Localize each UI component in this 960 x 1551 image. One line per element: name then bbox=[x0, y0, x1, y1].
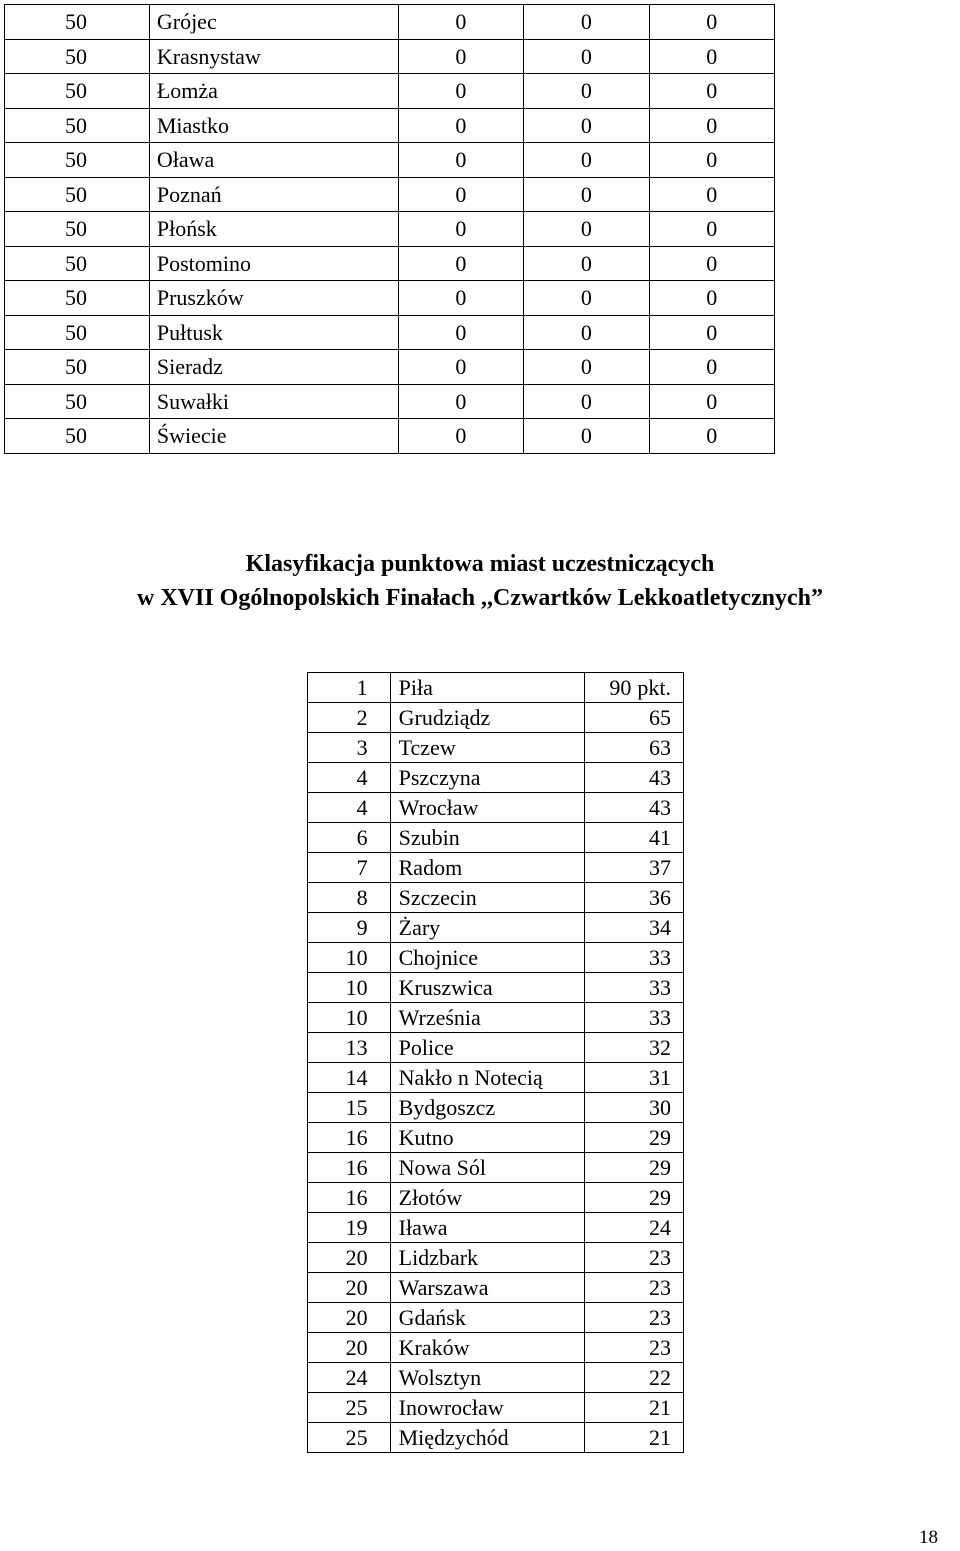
city-ranking-body bbox=[308, 673, 684, 1453]
rank-points-cell bbox=[585, 1243, 684, 1273]
heading-line-2: w XVII Ogólnopolskich Finałach ,,Czwartków Lekkoatletycznych” bbox=[136, 585, 824, 611]
ranking-row bbox=[308, 733, 684, 763]
rank-points-cell bbox=[585, 1213, 684, 1243]
ranking-row bbox=[308, 973, 684, 1003]
cell-city: Pułtusk bbox=[149, 315, 398, 350]
rank-points-cell bbox=[585, 913, 684, 943]
rank-place: 10 bbox=[345, 974, 368, 1000]
rank-place: 13 bbox=[345, 1034, 368, 1060]
rank-points-cell bbox=[585, 1123, 684, 1153]
rank-points: 22 bbox=[649, 1364, 671, 1390]
rank-place-cell bbox=[308, 1213, 391, 1243]
table-row bbox=[5, 212, 775, 247]
table-row bbox=[5, 74, 775, 109]
cell-value-1: 0 bbox=[398, 212, 523, 247]
table-row bbox=[5, 419, 775, 454]
cell-place: 50 bbox=[5, 419, 150, 454]
rank-city: Tczew bbox=[390, 733, 585, 763]
ranking-row bbox=[308, 1063, 684, 1093]
rank-place-cell bbox=[308, 1333, 391, 1363]
cell-value-2: 0 bbox=[524, 315, 649, 350]
rank-city: Szczecin bbox=[390, 883, 585, 913]
rank-city: Międzychód bbox=[390, 1423, 585, 1453]
rank-points: 23 bbox=[649, 1334, 671, 1360]
rank-place-cell bbox=[308, 883, 391, 913]
cell-value-1: 0 bbox=[398, 350, 523, 385]
rank-place: 4 bbox=[356, 794, 368, 820]
rank-place: 25 bbox=[345, 1394, 368, 1420]
rank-city: Kutno bbox=[390, 1123, 585, 1153]
rank-points: 33 bbox=[649, 944, 671, 970]
ranking-row bbox=[308, 1183, 684, 1213]
rank-city: Nowa Sól bbox=[390, 1153, 585, 1183]
rank-place: 14 bbox=[345, 1064, 368, 1090]
rank-place: 4 bbox=[356, 764, 368, 790]
rank-place: 19 bbox=[345, 1214, 368, 1240]
ranking-row bbox=[308, 1273, 684, 1303]
rank-place-cell bbox=[308, 1423, 391, 1453]
cell-city: Grójec bbox=[149, 5, 398, 40]
rank-place: 25 bbox=[345, 1424, 368, 1450]
ranking-row bbox=[308, 673, 684, 703]
ranking-row bbox=[308, 1333, 684, 1363]
cell-place: 50 bbox=[5, 246, 150, 281]
rank-city: Chojnice bbox=[390, 943, 585, 973]
cell-value-1: 0 bbox=[398, 246, 523, 281]
rank-city: Września bbox=[390, 1003, 585, 1033]
cell-value-3: 0 bbox=[649, 212, 774, 247]
rank-place: 3 bbox=[356, 734, 368, 760]
rank-place: 20 bbox=[345, 1304, 368, 1330]
rank-points: 29 bbox=[649, 1154, 671, 1180]
rank-place: 8 bbox=[356, 884, 368, 910]
cell-value-3: 0 bbox=[649, 39, 774, 74]
table-row bbox=[5, 350, 775, 385]
rank-city: Pszczyna bbox=[390, 763, 585, 793]
rank-points: 29 bbox=[649, 1124, 671, 1150]
rank-place-cell bbox=[308, 673, 391, 703]
cell-value-2: 0 bbox=[524, 39, 649, 74]
page-number: 18 bbox=[919, 1527, 938, 1548]
rank-place-cell bbox=[308, 1123, 391, 1153]
table-row bbox=[5, 315, 775, 350]
ranking-heading bbox=[0, 547, 960, 615]
rank-points-cell bbox=[585, 1153, 684, 1183]
rank-place-cell bbox=[308, 1003, 391, 1033]
rank-place-cell bbox=[308, 1183, 391, 1213]
rank-place: 16 bbox=[345, 1154, 368, 1180]
ranking-row bbox=[308, 703, 684, 733]
points-unit: pkt. bbox=[637, 674, 671, 700]
table-row bbox=[5, 281, 775, 316]
cell-value-1: 0 bbox=[398, 177, 523, 212]
rank-city: Wrocław bbox=[390, 793, 585, 823]
rank-city: Piła bbox=[390, 673, 585, 703]
rank-place: 10 bbox=[345, 1004, 368, 1030]
ranking-row bbox=[308, 1213, 684, 1243]
table-row bbox=[5, 384, 775, 419]
cell-value-3: 0 bbox=[649, 177, 774, 212]
cell-value-1: 0 bbox=[398, 419, 523, 454]
cell-value-3: 0 bbox=[649, 108, 774, 143]
rank-points: 37 bbox=[649, 854, 671, 880]
rank-city: Nakło n Notecią bbox=[390, 1063, 585, 1093]
rank-city: Lidzbark bbox=[390, 1243, 585, 1273]
city-ranking-table bbox=[307, 672, 684, 1453]
rank-place-cell bbox=[308, 973, 391, 1003]
ranking-row bbox=[308, 1033, 684, 1063]
rank-points: 21 bbox=[649, 1424, 671, 1450]
rank-place-cell bbox=[308, 1063, 391, 1093]
rank-place-cell bbox=[308, 1303, 391, 1333]
table-row bbox=[5, 246, 775, 281]
rank-points-cell bbox=[585, 973, 684, 1003]
cell-value-1: 0 bbox=[398, 39, 523, 74]
rank-city: Grudziądz bbox=[390, 703, 585, 733]
cell-value-2: 0 bbox=[524, 108, 649, 143]
cell-value-3: 0 bbox=[649, 5, 774, 40]
rank-points-cell bbox=[585, 1183, 684, 1213]
cell-value-1: 0 bbox=[398, 315, 523, 350]
rank-city: Iława bbox=[390, 1213, 585, 1243]
rank-points-cell bbox=[585, 1033, 684, 1063]
cell-value-3: 0 bbox=[649, 350, 774, 385]
cell-city: Pruszków bbox=[149, 281, 398, 316]
cell-place: 50 bbox=[5, 350, 150, 385]
cell-place: 50 bbox=[5, 281, 150, 316]
rank-place-cell bbox=[308, 1363, 391, 1393]
ranking-row bbox=[308, 1393, 684, 1423]
rank-city: Żary bbox=[390, 913, 585, 943]
cell-place: 50 bbox=[5, 143, 150, 178]
ranking-row bbox=[308, 1003, 684, 1033]
rank-place-cell bbox=[308, 1033, 391, 1063]
rank-points-cell bbox=[585, 883, 684, 913]
rank-place: 16 bbox=[345, 1124, 368, 1150]
rank-place-cell bbox=[308, 763, 391, 793]
cell-city: Płońsk bbox=[149, 212, 398, 247]
ranking-row bbox=[308, 1123, 684, 1153]
cell-place: 50 bbox=[5, 108, 150, 143]
rank-points-cell bbox=[585, 1393, 684, 1423]
rank-city: Szubin bbox=[390, 823, 585, 853]
cell-place: 50 bbox=[5, 39, 150, 74]
cell-place: 50 bbox=[5, 315, 150, 350]
rank-points-cell bbox=[585, 1303, 684, 1333]
rank-points: 63 bbox=[649, 734, 671, 760]
cell-value-1: 0 bbox=[398, 281, 523, 316]
rank-points: 23 bbox=[649, 1274, 671, 1300]
cell-value-1: 0 bbox=[398, 5, 523, 40]
rank-place-cell bbox=[308, 1243, 391, 1273]
cell-value-3: 0 bbox=[649, 315, 774, 350]
results-table-body bbox=[5, 5, 775, 454]
rank-place-cell bbox=[308, 823, 391, 853]
cell-city: Świecie bbox=[149, 419, 398, 454]
table-row bbox=[5, 5, 775, 40]
rank-points: 24 bbox=[649, 1214, 671, 1240]
rank-points-cell bbox=[585, 1333, 684, 1363]
rank-place: 15 bbox=[345, 1094, 368, 1120]
results-table-continuation bbox=[4, 4, 775, 454]
rank-place-cell bbox=[308, 733, 391, 763]
rank-place: 20 bbox=[345, 1274, 368, 1300]
cell-value-3: 0 bbox=[649, 74, 774, 109]
cell-city: Krasnystaw bbox=[149, 39, 398, 74]
rank-city: Kraków bbox=[390, 1333, 585, 1363]
table-row bbox=[5, 143, 775, 178]
rank-points-cell bbox=[585, 1093, 684, 1123]
rank-points-cell bbox=[585, 703, 684, 733]
table-row bbox=[5, 177, 775, 212]
rank-place: 6 bbox=[356, 824, 368, 850]
rank-place: 10 bbox=[345, 944, 368, 970]
rank-place-cell bbox=[308, 703, 391, 733]
cell-city: Oława bbox=[149, 143, 398, 178]
cell-value-3: 0 bbox=[649, 246, 774, 281]
cell-place: 50 bbox=[5, 384, 150, 419]
rank-points-cell bbox=[585, 823, 684, 853]
rank-points-cell bbox=[585, 853, 684, 883]
table-row bbox=[5, 108, 775, 143]
ranking-row bbox=[308, 1093, 684, 1123]
cell-value-2: 0 bbox=[524, 5, 649, 40]
rank-city: Gdańsk bbox=[390, 1303, 585, 1333]
ranking-row bbox=[308, 793, 684, 823]
rank-city: Inowrocław bbox=[390, 1393, 585, 1423]
ranking-row bbox=[308, 943, 684, 973]
table-row bbox=[5, 39, 775, 74]
rank-points-cell bbox=[585, 793, 684, 823]
rank-points-cell bbox=[585, 733, 684, 763]
rank-place: 7 bbox=[356, 854, 368, 880]
rank-place-cell bbox=[308, 1273, 391, 1303]
cell-city: Suwałki bbox=[149, 384, 398, 419]
rank-points-cell bbox=[585, 1423, 684, 1453]
rank-points: 41 bbox=[649, 824, 671, 850]
ranking-row bbox=[308, 1363, 684, 1393]
ranking-row bbox=[308, 1303, 684, 1333]
rank-points-cell bbox=[585, 1273, 684, 1303]
cell-value-3: 0 bbox=[649, 281, 774, 316]
rank-place: 1 bbox=[356, 674, 368, 700]
rank-place: 16 bbox=[345, 1184, 368, 1210]
rank-points: 33 bbox=[649, 1004, 671, 1030]
rank-points: 65 bbox=[649, 704, 671, 730]
cell-value-1: 0 bbox=[398, 384, 523, 419]
cell-city: Poznań bbox=[149, 177, 398, 212]
ranking-row bbox=[308, 913, 684, 943]
rank-place: 24 bbox=[345, 1364, 368, 1390]
rank-points: 23 bbox=[649, 1244, 671, 1270]
cell-city: Postomino bbox=[149, 246, 398, 281]
cell-value-3: 0 bbox=[649, 419, 774, 454]
rank-city: Kruszwica bbox=[390, 973, 585, 1003]
heading-line-1: Klasyfikacja punktowa miast uczestniczących bbox=[245, 551, 715, 577]
cell-place: 50 bbox=[5, 74, 150, 109]
cell-value-2: 0 bbox=[524, 143, 649, 178]
cell-place: 50 bbox=[5, 177, 150, 212]
ranking-row bbox=[308, 763, 684, 793]
cell-value-2: 0 bbox=[524, 350, 649, 385]
cell-city: Miastko bbox=[149, 108, 398, 143]
rank-place-cell bbox=[308, 943, 391, 973]
rank-points: 43 bbox=[649, 764, 671, 790]
cell-value-2: 0 bbox=[524, 246, 649, 281]
rank-points-cell bbox=[585, 1003, 684, 1033]
rank-place: 9 bbox=[356, 914, 368, 940]
rank-place-cell bbox=[308, 1153, 391, 1183]
rank-points-cell bbox=[585, 673, 684, 703]
rank-points: 32 bbox=[649, 1034, 671, 1060]
rank-points: 23 bbox=[649, 1304, 671, 1330]
cell-place: 50 bbox=[5, 5, 150, 40]
ranking-row bbox=[308, 823, 684, 853]
rank-points-cell bbox=[585, 943, 684, 973]
rank-city: Bydgoszcz bbox=[390, 1093, 585, 1123]
cell-city: Sieradz bbox=[149, 350, 398, 385]
ranking-row bbox=[308, 883, 684, 913]
cell-value-3: 0 bbox=[649, 384, 774, 419]
ranking-row bbox=[308, 1153, 684, 1183]
ranking-row bbox=[308, 1243, 684, 1273]
rank-points-cell bbox=[585, 763, 684, 793]
rank-place-cell bbox=[308, 853, 391, 883]
cell-value-2: 0 bbox=[524, 74, 649, 109]
rank-points: 43 bbox=[649, 794, 671, 820]
rank-city: Wolsztyn bbox=[390, 1363, 585, 1393]
rank-place-cell bbox=[308, 1393, 391, 1423]
cell-place: 50 bbox=[5, 212, 150, 247]
rank-place-cell bbox=[308, 793, 391, 823]
rank-points: 90 bbox=[609, 674, 632, 700]
rank-city: Złotów bbox=[390, 1183, 585, 1213]
cell-value-2: 0 bbox=[524, 281, 649, 316]
rank-points-cell bbox=[585, 1063, 684, 1093]
rank-city: Radom bbox=[390, 853, 585, 883]
cell-value-2: 0 bbox=[524, 177, 649, 212]
rank-points: 34 bbox=[649, 914, 671, 940]
rank-points: 29 bbox=[649, 1184, 671, 1210]
cell-value-1: 0 bbox=[398, 74, 523, 109]
rank-place: 2 bbox=[356, 704, 368, 730]
rank-points: 36 bbox=[649, 884, 671, 910]
cell-value-1: 0 bbox=[398, 108, 523, 143]
rank-city: Police bbox=[390, 1033, 585, 1063]
cell-value-2: 0 bbox=[524, 212, 649, 247]
rank-points: 30 bbox=[649, 1094, 671, 1120]
ranking-row bbox=[308, 1423, 684, 1453]
cell-value-2: 0 bbox=[524, 419, 649, 454]
rank-points: 31 bbox=[649, 1064, 671, 1090]
rank-place-cell bbox=[308, 913, 391, 943]
rank-points: 21 bbox=[649, 1394, 671, 1420]
cell-value-2: 0 bbox=[524, 384, 649, 419]
rank-place-cell bbox=[308, 1093, 391, 1123]
rank-points: 33 bbox=[649, 974, 671, 1000]
cell-value-3: 0 bbox=[649, 143, 774, 178]
cell-value-1: 0 bbox=[398, 143, 523, 178]
rank-place: 20 bbox=[345, 1334, 368, 1360]
ranking-row bbox=[308, 853, 684, 883]
rank-points-cell bbox=[585, 1363, 684, 1393]
rank-place: 20 bbox=[345, 1244, 368, 1270]
cell-city: Łomża bbox=[149, 74, 398, 109]
rank-city: Warszawa bbox=[390, 1273, 585, 1303]
